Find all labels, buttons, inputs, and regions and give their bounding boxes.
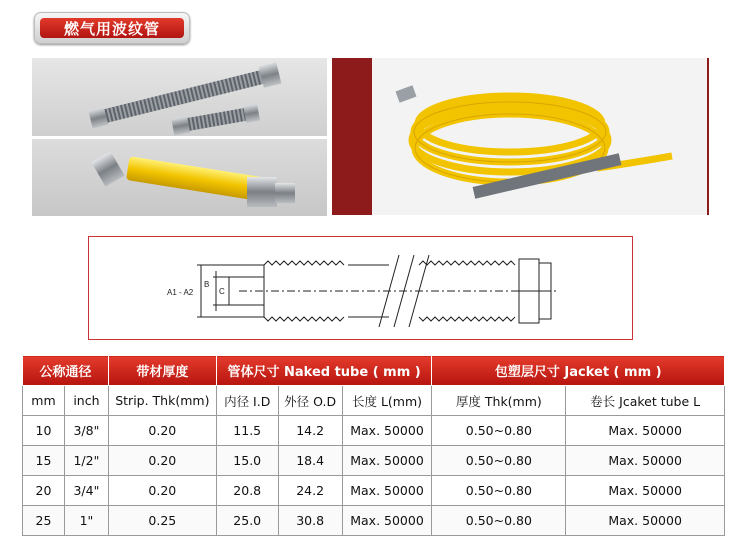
cell-jacket-length: Max. 50000 <box>566 506 725 536</box>
table-row <box>23 446 725 476</box>
cell-id: 11.5 <box>216 416 278 446</box>
cell-jacket-thk: 0.50~0.80 <box>432 416 566 446</box>
section-title: 燃气用波纹管 <box>40 18 184 38</box>
cell-length: Max. 50000 <box>342 416 432 446</box>
section-title-tab <box>34 12 190 44</box>
cell-od: 30.8 <box>278 506 342 536</box>
cell-jacket-thk: 0.50~0.80 <box>432 446 566 476</box>
table-row <box>23 476 725 506</box>
table-row <box>23 506 725 536</box>
cell-inch: 3/4" <box>64 476 108 506</box>
cell-jacket-thk: 0.50~0.80 <box>432 476 566 506</box>
cell-mm: 20 <box>23 476 65 506</box>
cell-mm: 10 <box>23 416 65 446</box>
cell-od: 24.2 <box>278 476 342 506</box>
subheader-inner-diameter: 内径 I.D <box>216 386 278 416</box>
subheader-length: 长度 L(mm) <box>342 386 432 416</box>
dimension-label-b: B <box>204 280 210 289</box>
cell-length: Max. 50000 <box>342 446 432 476</box>
cell-jacket-length: Max. 50000 <box>566 476 725 506</box>
cell-strip-thk: 0.20 <box>108 476 216 506</box>
cell-od: 14.2 <box>278 416 342 446</box>
cell-jacket-thk: 0.50~0.80 <box>432 506 566 536</box>
cell-id: 25.0 <box>216 506 278 536</box>
cell-inch: 3/8" <box>64 416 108 446</box>
spec-table <box>22 355 725 536</box>
technical-drawing <box>88 236 633 340</box>
subheader-inch: inch <box>64 386 108 416</box>
cell-strip-thk: 0.20 <box>108 416 216 446</box>
cell-length: Max. 50000 <box>342 476 432 506</box>
header-nominal-diameter: 公称通径 <box>23 356 109 386</box>
cell-id: 20.8 <box>216 476 278 506</box>
subheader-outer-diameter: 外径 O.D <box>278 386 342 416</box>
header-jacket: 包塑层尺寸 Jacket ( mm ) <box>432 356 725 386</box>
cell-jacket-length: Max. 50000 <box>566 416 725 446</box>
table-row <box>23 416 725 446</box>
cell-mm: 25 <box>23 506 65 536</box>
subheader-mm: mm <box>23 386 65 416</box>
header-naked-tube: 管体尺寸 Naked tube ( mm ) <box>216 356 432 386</box>
dimension-label-a: A1 - A2 <box>167 288 194 297</box>
subheader-jacket-thickness: 厚度 Thk(mm) <box>432 386 566 416</box>
yellow-hose-fitting-photo <box>32 139 327 216</box>
cell-od: 18.4 <box>278 446 342 476</box>
cell-inch: 1" <box>64 506 108 536</box>
subheader-strip-thk: Strip. Thk(mm) <box>108 386 216 416</box>
hose-coil-photo <box>332 58 709 215</box>
steel-hose-photo <box>32 58 327 136</box>
subheader-jacket-tube-length: 卷长 Jcaket tube L <box>566 386 725 416</box>
cell-length: Max. 50000 <box>342 506 432 536</box>
cell-strip-thk: 0.25 <box>108 506 216 536</box>
cell-inch: 1/2" <box>64 446 108 476</box>
cell-id: 15.0 <box>216 446 278 476</box>
header-strip-thickness: 带材厚度 <box>108 356 216 386</box>
dimension-label-c: C <box>219 287 225 296</box>
cell-strip-thk: 0.20 <box>108 446 216 476</box>
cell-jacket-length: Max. 50000 <box>566 446 725 476</box>
cell-mm: 15 <box>23 446 65 476</box>
